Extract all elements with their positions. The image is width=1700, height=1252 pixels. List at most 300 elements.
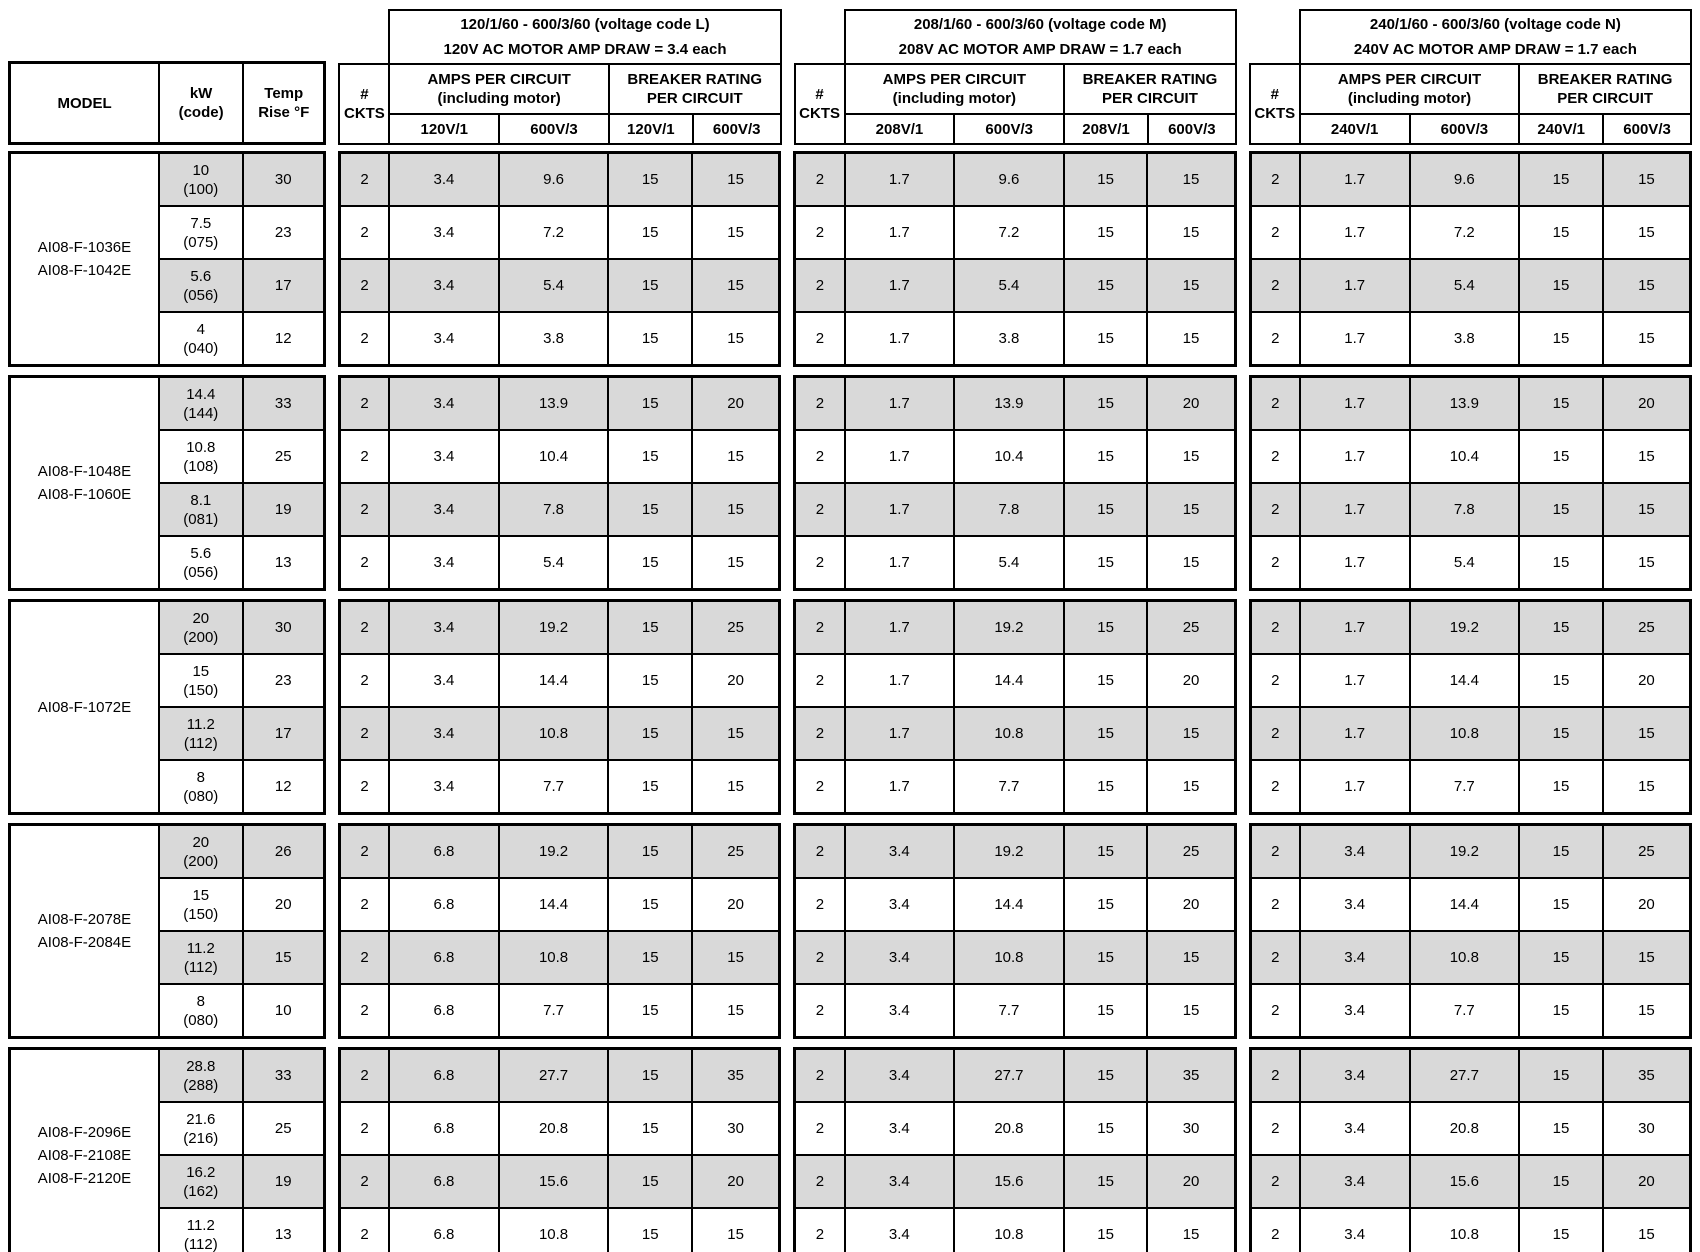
table-row xyxy=(795,878,1235,931)
cell-value: 10.8 xyxy=(538,949,569,966)
cell-value: 30 xyxy=(727,1120,744,1137)
cell-value: 19.2 xyxy=(994,619,1024,636)
cell-value: 6.8 xyxy=(433,1173,455,1190)
table-row xyxy=(339,430,779,483)
cell-value: 5.4 xyxy=(543,277,564,294)
table-row xyxy=(339,707,779,760)
breaker-cell xyxy=(1519,1208,1603,1252)
model-name: AI08-F-1060E xyxy=(37,486,132,503)
cell-value: 1.7 xyxy=(1344,171,1366,188)
kw-value: (150) xyxy=(183,681,219,699)
table-row xyxy=(1250,430,1690,483)
breaker-cell xyxy=(1064,430,1148,483)
breaker-cell xyxy=(1603,654,1691,707)
ckts-cell xyxy=(795,259,845,312)
kw-value: (056) xyxy=(183,563,219,581)
kw-cell xyxy=(159,984,243,1038)
amps-cell xyxy=(499,430,609,483)
table-row xyxy=(1250,825,1690,879)
amps-cell xyxy=(845,1102,955,1155)
ckts-cell xyxy=(339,259,389,312)
cell-value: 15 xyxy=(641,619,659,636)
ckts-cell xyxy=(1250,1155,1300,1208)
amps-cell xyxy=(499,483,609,536)
table-row xyxy=(339,601,779,655)
subcolumn-header xyxy=(499,114,609,144)
table-row xyxy=(1250,1208,1690,1252)
breaker-cell xyxy=(1603,878,1691,931)
temp-rise-value: 19 xyxy=(274,501,292,518)
table-row xyxy=(1250,707,1690,760)
breaker-cell xyxy=(1519,483,1603,536)
kw-value: (112) xyxy=(183,734,218,752)
amps-cell xyxy=(1300,259,1410,312)
ckts-header-label: CKTS xyxy=(799,105,841,122)
table-row xyxy=(795,1102,1235,1155)
cell-value: 2 xyxy=(360,896,369,913)
cell-value: 15 xyxy=(1552,1226,1570,1243)
kw-cell xyxy=(159,206,243,259)
cell-value: 2 xyxy=(1271,554,1280,571)
table-row xyxy=(795,1208,1235,1252)
model-name: AI08-F-1072E xyxy=(37,698,132,716)
cell-value: 2 xyxy=(1271,1002,1280,1019)
temp-rise-value: 30 xyxy=(274,619,292,636)
model-block-2 xyxy=(8,599,1692,815)
table-row xyxy=(339,760,779,814)
breaker-cell xyxy=(608,984,692,1038)
breaker-cell xyxy=(692,206,780,259)
cell-value: 1.7 xyxy=(888,619,910,636)
amps-cell xyxy=(954,601,1064,655)
amps-cell xyxy=(1410,259,1520,312)
ckts-cell xyxy=(795,601,845,655)
kw-cell xyxy=(159,707,243,760)
cell-value: 15 xyxy=(1638,448,1655,465)
cell-value: 2 xyxy=(360,672,369,689)
cell-value: 15 xyxy=(1182,171,1200,188)
breaker-cell xyxy=(1603,707,1691,760)
kw-value: 8.1 xyxy=(190,491,212,509)
cell-value: 2 xyxy=(1271,1226,1280,1243)
cell-value: 3.8 xyxy=(543,330,564,347)
amps-cell xyxy=(954,1102,1064,1155)
cell-value: 2 xyxy=(1271,896,1280,913)
amps-cell xyxy=(845,931,955,984)
cell-value: 15 xyxy=(1552,949,1570,966)
breaker-cell xyxy=(1147,984,1235,1038)
amps-per-circuit-header xyxy=(845,64,1065,114)
amps-cell xyxy=(389,312,499,366)
cell-value: 15 xyxy=(1097,843,1114,860)
amps-cell xyxy=(389,536,499,590)
breaker-cell xyxy=(1519,206,1603,259)
amps-cell xyxy=(1300,654,1410,707)
ckts-cell xyxy=(1250,1102,1300,1155)
cell-value: 1.7 xyxy=(1344,224,1366,241)
temp-rise-value: 17 xyxy=(274,277,292,294)
cell-value: 15 xyxy=(1552,725,1570,742)
temp-rise-cell xyxy=(243,984,325,1038)
cell-value: 2 xyxy=(815,330,825,347)
ckts-cell xyxy=(795,878,845,931)
breaker-cell xyxy=(692,430,780,483)
cell-value: 15 xyxy=(1552,224,1570,241)
table-row xyxy=(339,984,779,1038)
kw-value: 7.5 xyxy=(190,214,212,232)
cell-value: 3.4 xyxy=(1344,1120,1366,1137)
table-row xyxy=(1250,1049,1690,1103)
group-header-row xyxy=(795,64,1236,114)
cell-value: 25 xyxy=(727,619,744,636)
cell-value: 2 xyxy=(360,554,369,571)
cell-value: 2 xyxy=(360,843,369,860)
breaker-cell xyxy=(692,312,780,366)
table-row xyxy=(795,206,1235,259)
table-row xyxy=(795,1049,1235,1103)
breaker-cell xyxy=(1064,259,1148,312)
ckts-cell xyxy=(795,483,845,536)
ckts-cell xyxy=(1250,1208,1300,1252)
cell-value: 15 xyxy=(1182,778,1200,795)
cell-value: 3.4 xyxy=(888,1173,910,1190)
breaker-cell xyxy=(1519,153,1603,207)
temp-rise-value: 10 xyxy=(274,1002,292,1019)
kw-value: 10 xyxy=(192,161,210,179)
temp-rise-cell xyxy=(243,1102,325,1155)
ckts-cell xyxy=(339,153,389,207)
cell-value: 2 xyxy=(1271,1067,1280,1084)
cell-value: 1.7 xyxy=(1344,554,1366,571)
breaker-cell xyxy=(1064,206,1148,259)
cell-value: 7.8 xyxy=(543,501,564,518)
breaker-cell xyxy=(1519,312,1603,366)
kw-value: 5.6 xyxy=(190,544,212,562)
table-row xyxy=(339,825,779,879)
voltage-data-table-L xyxy=(338,599,781,815)
cell-value: 10.8 xyxy=(1449,1226,1479,1243)
breaker-cell xyxy=(1064,153,1148,207)
cell-value: 2 xyxy=(1271,619,1280,636)
breaker-cell xyxy=(608,536,692,590)
breaker-cell xyxy=(1147,312,1235,366)
amps-cell xyxy=(1410,536,1520,590)
ckts-cell xyxy=(1250,707,1300,760)
ckts-cell xyxy=(795,707,845,760)
cell-value: 3.4 xyxy=(433,224,455,241)
cell-value: 15 xyxy=(1552,330,1570,347)
kw-value: (100) xyxy=(183,180,219,198)
breaker-cell xyxy=(1064,878,1148,931)
amps-cell xyxy=(1410,878,1520,931)
amps-cell xyxy=(499,1208,609,1252)
amps-cell xyxy=(845,825,955,879)
subcolumn-label: 240V/1 xyxy=(1537,120,1585,138)
cell-value: 3.4 xyxy=(433,619,455,636)
header-band xyxy=(8,9,1692,145)
voltage-title-line: 120V AC MOTOR AMP DRAW = 3.4 each xyxy=(443,41,727,58)
breaker-cell xyxy=(1064,654,1148,707)
cell-value: 27.7 xyxy=(538,1067,569,1084)
amps-cell xyxy=(389,878,499,931)
breaker-cell xyxy=(1519,1102,1603,1155)
cell-value: 7.2 xyxy=(1453,224,1475,241)
amps-cell xyxy=(389,707,499,760)
cell-value: 2 xyxy=(815,1173,825,1190)
model-block-3 xyxy=(8,823,1692,1039)
voltage-title-row xyxy=(795,10,1236,64)
amps-cell xyxy=(845,153,955,207)
breaker-cell xyxy=(608,654,692,707)
cell-value: 15 xyxy=(641,1226,659,1243)
breaker-cell xyxy=(1603,1208,1691,1252)
cell-value: 15 xyxy=(727,554,744,571)
ckts-header-label: # xyxy=(360,86,369,103)
voltage-data-table-N xyxy=(1249,599,1692,815)
amps-cell xyxy=(845,377,955,431)
table-row xyxy=(1250,153,1690,207)
breaker-header-label: BREAKER RATING xyxy=(1082,71,1218,88)
amps-per-circuit-header xyxy=(389,64,609,114)
ckts-cell xyxy=(795,1102,845,1155)
amps-cell xyxy=(499,1102,609,1155)
amps-cell xyxy=(389,430,499,483)
cell-value: 3.4 xyxy=(433,448,455,465)
temp-rise-column-header xyxy=(243,63,325,144)
breaker-cell xyxy=(1603,760,1691,814)
amps-cell xyxy=(389,601,499,655)
ckts-cell xyxy=(339,377,389,431)
cell-value: 2 xyxy=(815,277,825,294)
amps-cell xyxy=(1410,430,1520,483)
amps-cell xyxy=(845,536,955,590)
breaker-cell xyxy=(608,206,692,259)
amps-cell xyxy=(499,760,609,814)
amps-header-label: (including motor) xyxy=(437,90,561,107)
cell-value: 15 xyxy=(1552,1173,1570,1190)
cell-value: 15 xyxy=(1638,725,1655,742)
cell-value: 15 xyxy=(1182,277,1200,294)
voltage-data-table-L xyxy=(338,823,781,1039)
table-row xyxy=(339,1049,779,1103)
temp-rise-cell xyxy=(243,707,325,760)
ckts-cell xyxy=(1250,377,1300,431)
cell-value: 2 xyxy=(815,554,825,571)
table-row xyxy=(795,153,1235,207)
ckts-cell xyxy=(795,430,845,483)
cell-value: 1.7 xyxy=(1344,672,1366,689)
cell-value: 2 xyxy=(360,171,369,188)
temp-rise-cell xyxy=(243,760,325,814)
ckts-header-label: # xyxy=(815,86,824,103)
cell-value: 20 xyxy=(727,1173,744,1190)
kw-value: (108) xyxy=(183,457,219,475)
voltage-data-table-M xyxy=(793,599,1236,815)
breaker-cell xyxy=(692,601,780,655)
amps-cell xyxy=(1300,931,1410,984)
cell-value: 2 xyxy=(1271,395,1280,412)
cell-value: 10.8 xyxy=(1449,949,1479,966)
amps-cell xyxy=(954,654,1064,707)
cell-value: 3.4 xyxy=(888,1002,910,1019)
ckts-cell xyxy=(1250,931,1300,984)
cell-value: 7.7 xyxy=(543,1002,564,1019)
cell-value: 14.4 xyxy=(1449,672,1479,689)
subcolumn-label: 600V/3 xyxy=(712,120,761,138)
amps-cell xyxy=(1410,377,1520,431)
table-row xyxy=(339,153,779,207)
voltage-data-table-N xyxy=(1249,375,1692,591)
breaker-cell xyxy=(1147,536,1235,590)
ckts-cell xyxy=(795,654,845,707)
cell-value: 19.2 xyxy=(538,843,569,860)
cell-value: 10.8 xyxy=(994,725,1024,742)
cell-value: 15 xyxy=(641,330,659,347)
table-row xyxy=(339,1155,779,1208)
cell-value: 15 xyxy=(1638,224,1655,241)
cell-value: 15 xyxy=(1097,949,1114,966)
voltage-title-line: 208/1/60 - 600/3/60 (voltage code M) xyxy=(913,16,1167,33)
subcolumn-label: 208V/1 xyxy=(1082,120,1130,138)
breaker-cell xyxy=(692,1049,780,1103)
table-row xyxy=(1250,377,1690,431)
cell-value: 15 xyxy=(1638,778,1655,795)
breaker-cell xyxy=(692,1208,780,1252)
cell-value: 1.7 xyxy=(888,725,910,742)
cell-value: 15.6 xyxy=(1449,1173,1479,1190)
kw-value: 16.2 xyxy=(186,1163,216,1181)
subcolumn-header-row xyxy=(339,114,780,144)
cell-value: 15 xyxy=(1182,501,1200,518)
breaker-cell xyxy=(1603,536,1691,590)
cell-value: 20 xyxy=(1182,672,1200,689)
cell-value: 13.9 xyxy=(538,395,569,412)
header-spacer xyxy=(339,10,389,64)
ckts-column-header xyxy=(1250,64,1300,144)
voltage-group-title xyxy=(1300,10,1691,64)
table-row xyxy=(795,377,1235,431)
header-spacer xyxy=(1250,10,1300,64)
breaker-cell xyxy=(608,1208,692,1252)
breaker-cell xyxy=(1147,1208,1235,1252)
cell-value: 1.7 xyxy=(1344,725,1366,742)
table-row xyxy=(1250,483,1690,536)
cell-value: 1.7 xyxy=(1344,778,1366,795)
breaker-cell xyxy=(1603,1049,1691,1103)
amps-cell xyxy=(389,931,499,984)
cell-value: 2 xyxy=(360,277,369,294)
subcolumn-header xyxy=(1603,114,1691,144)
cell-value: 2 xyxy=(1271,501,1280,518)
cell-value: 5.4 xyxy=(998,277,1020,294)
amps-cell xyxy=(1300,707,1410,760)
breaker-cell xyxy=(1064,377,1148,431)
amps-cell xyxy=(845,654,955,707)
cell-value: 10.8 xyxy=(994,949,1024,966)
ckts-cell xyxy=(795,931,845,984)
ckts-cell xyxy=(1250,601,1300,655)
cell-value: 6.8 xyxy=(433,949,455,966)
temp-rise-cell xyxy=(243,206,325,259)
amps-cell xyxy=(499,206,609,259)
cell-value: 6.8 xyxy=(433,1226,455,1243)
cell-value: 20 xyxy=(727,896,744,913)
cell-value: 3.4 xyxy=(1344,896,1366,913)
kw-value: (162) xyxy=(183,1182,219,1200)
cell-value: 15 xyxy=(1097,448,1114,465)
voltage-title-row xyxy=(1250,10,1691,64)
ckts-cell xyxy=(339,707,389,760)
kw-cell xyxy=(159,825,243,879)
amps-cell xyxy=(389,483,499,536)
kw-cell xyxy=(159,601,243,655)
cell-value: 1.7 xyxy=(1344,330,1366,347)
cell-value: 15 xyxy=(1097,395,1114,412)
cell-value: 10.8 xyxy=(538,725,569,742)
kw-cell xyxy=(159,1155,243,1208)
voltage-data-table-M xyxy=(793,1047,1236,1252)
cell-value: 3.4 xyxy=(888,1226,910,1243)
voltage-data-table-M xyxy=(793,375,1236,591)
table-row xyxy=(1250,312,1690,366)
breaker-cell xyxy=(692,377,780,431)
breaker-cell xyxy=(1603,1155,1691,1208)
cell-value: 15 xyxy=(727,1002,744,1019)
cell-value: 3.4 xyxy=(888,1120,910,1137)
subcolumn-label: 208V/1 xyxy=(875,120,924,138)
subcolumn-label: 600V/3 xyxy=(985,120,1033,138)
breaker-cell xyxy=(608,259,692,312)
voltage-data-table-L xyxy=(338,1047,781,1252)
amps-cell xyxy=(954,377,1064,431)
breaker-cell xyxy=(608,430,692,483)
cell-value: 3.4 xyxy=(433,277,455,294)
amps-cell xyxy=(499,536,609,590)
table-row xyxy=(1250,206,1690,259)
cell-value: 3.4 xyxy=(1344,1173,1366,1190)
subcolumn-header xyxy=(1300,114,1410,144)
model-name: AI08-F-2078E xyxy=(37,911,132,928)
voltage-data-table-L xyxy=(338,151,781,367)
kw-value: 11.2 xyxy=(186,939,215,957)
amps-cell xyxy=(499,707,609,760)
cell-value: 2 xyxy=(815,949,825,966)
temp-rise-value: 13 xyxy=(274,554,292,571)
cell-value: 3.4 xyxy=(433,171,455,188)
voltage-group-header-L xyxy=(338,9,781,145)
breaker-cell xyxy=(608,1049,692,1103)
amps-per-circuit-header xyxy=(1300,64,1520,114)
breaker-cell xyxy=(1603,825,1691,879)
kw-value: (216) xyxy=(183,1129,219,1147)
amps-cell xyxy=(499,825,609,879)
cell-value: 2 xyxy=(815,1067,825,1084)
temp-header-label: Rise °F xyxy=(258,104,310,121)
cell-value: 25 xyxy=(727,843,744,860)
breaker-cell xyxy=(1064,312,1148,366)
breaker-rating-header xyxy=(1064,64,1236,114)
table-row xyxy=(1250,601,1690,655)
cell-value: 2 xyxy=(815,1120,825,1137)
cell-value: 15 xyxy=(1638,277,1655,294)
cell-value: 3.4 xyxy=(433,501,455,518)
cell-value: 2 xyxy=(1271,1120,1280,1137)
table-row xyxy=(1250,760,1690,814)
amps-cell xyxy=(1300,760,1410,814)
breaker-cell xyxy=(1147,601,1235,655)
amps-cell xyxy=(1410,1208,1520,1252)
breaker-cell xyxy=(608,153,692,207)
